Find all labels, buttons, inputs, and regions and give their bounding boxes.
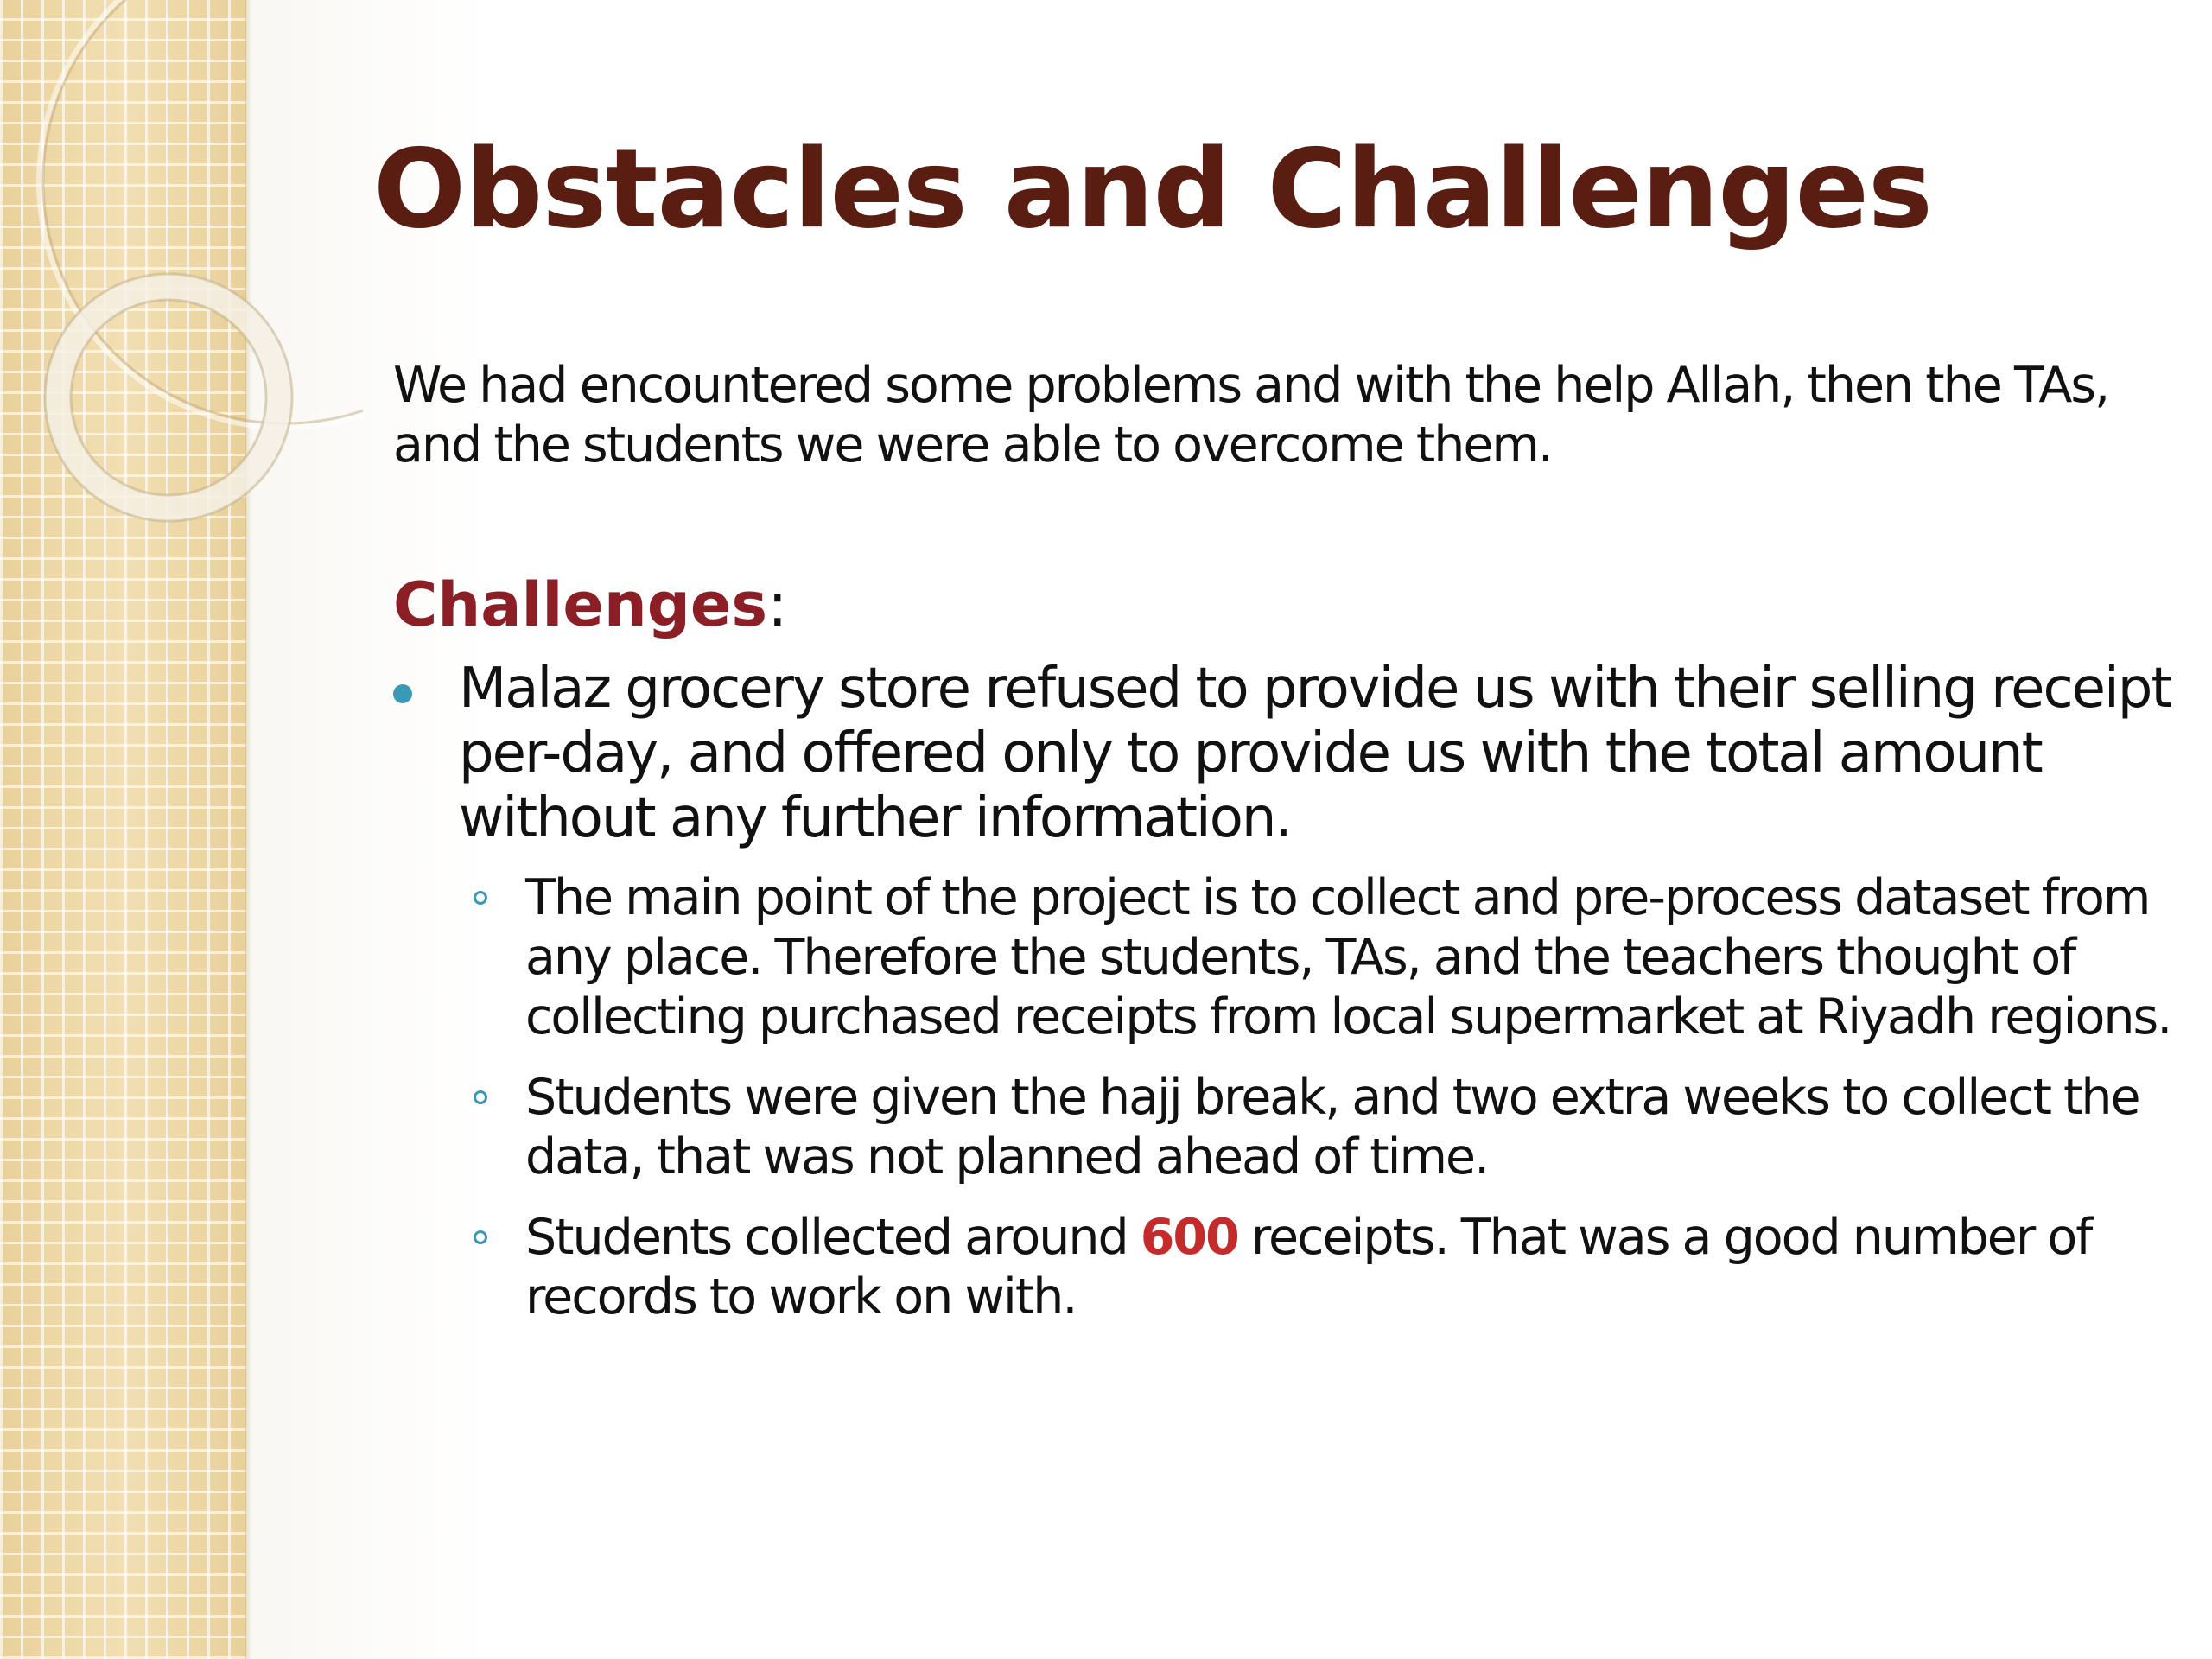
sub-bullet-item: [467, 1068, 2186, 1187]
sub-bullet-list: [467, 868, 2186, 1348]
sub-bullet-item: [467, 868, 2186, 1047]
challenges-colon: :: [767, 569, 788, 640]
main-bullet-item: [393, 657, 2182, 851]
decorative-rings-icon: [0, 0, 363, 605]
main-bullet-text: Malaz grocery store refused to provide us with their selling receipt per-day, and offered only to provide us with the total amount without any further information.: [459, 657, 2171, 850]
filled-circle-bullet-icon: [393, 684, 412, 703]
hollow-circle-bullet-icon: [474, 1090, 487, 1104]
sub-bullet-item: [467, 1208, 2186, 1327]
slide-title: Obstacles and Challenges: [373, 125, 1932, 252]
receipt-count: 600: [1140, 1209, 1238, 1266]
receipts-suffix: receipts. That was a good number of records to work on with.: [525, 1209, 2092, 1325]
intro-paragraph: We had encountered some problems and with the help Allah, then the TAs, and the students we were able to overcome them.: [393, 357, 2109, 474]
sub-bullet-text: Students were given the hajj break, and two extra weeks to collect the data, that was not planned ahead of time.: [525, 1069, 2139, 1185]
hollow-circle-bullet-icon: [474, 1230, 487, 1244]
sub-bullet-text: The main point of the project is to collect and pre-process dataset from any place. Therefore the students, TAs, and the teachers thought of collecting purchased receipts from local supermarket at Riyadh regions.: [525, 869, 2171, 1046]
hollow-circle-bullet-icon: [474, 891, 487, 905]
challenges-heading: [393, 566, 788, 644]
sub-bullet-text: [525, 1208, 2186, 1327]
challenges-label: Challenges: [393, 569, 767, 640]
receipts-prefix: Students collected around: [525, 1209, 1141, 1266]
